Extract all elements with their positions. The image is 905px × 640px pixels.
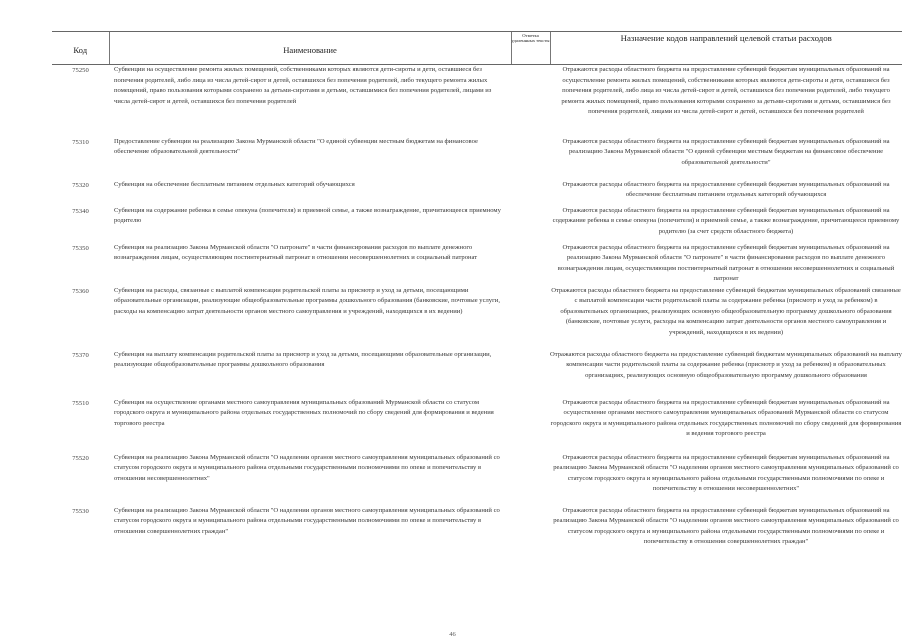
table-row — [52, 65, 902, 137]
row-purpose: Отражаются расходы областного бюджета на предоставление субвенций бюджетам муниципальных образований на осуществление ремонта жилых помещений, собственниками которых являются дети-сироты и дети, оставшиеся без попечения родителей, либо лица из числа детей-сирот и детей, оставшихся без попечения родителей, либо текущего ремонта жилых помещений, право пользования которыми сохранено за детьми-сиротами и детьми, оставшимися без попечения родителей, лицами из числа детей-сирот и детей, оставшихся без попечения родителей — [561, 66, 891, 116]
header-mark: Отметка удаленнных тексты — [511, 32, 550, 65]
row-name: Субвенция на осуществление органами местного самоуправления муниципальных образований Мурманской области со статусом городского округа и муниципального района отдельных государственных полномочий по сбору сведений для формирования и ведения торгового реестра — [114, 398, 494, 427]
row-mark — [511, 180, 550, 206]
header-name: Наименование — [109, 32, 511, 65]
row-code: 75510 — [72, 399, 89, 407]
table-row — [52, 206, 902, 243]
row-purpose: Отражаются расходы областного бюджета на предоставление субвенций бюджетам муниципальных образований на реализацию Закона Мурманской области "О наделении органов местного самоуправления муниципальных образований со статусом городского округа и муниципального района отдельными государственными полномочиями по опеке и попечительству в отношении несовершеннолетних" — [553, 453, 899, 493]
row-purpose: Отражаются расходы областного бюджета на предоставление субвенций бюджетам муниципальных образований на реализацию Закона Мурманской области "О патронате" в части финансирования расходов по выплате денежного вознаграждения лицам, осуществляющим постинтернатный патронат в отношении несовершеннолетних и социальный патронат — [557, 243, 895, 283]
row-code: 75530 — [72, 507, 89, 515]
table-row — [52, 350, 902, 398]
row-mark — [511, 398, 550, 453]
row-name: Субвенция на реализацию Закона Мурманской области "О наделении органов местного самоуправления муниципальных образований со статусом городского округа и муниципального района отдельными государственными полномочиями по опеке и попечительству в отношении совершеннолетних граждан" — [114, 506, 500, 535]
row-code: 75370 — [72, 351, 89, 359]
row-code: 75520 — [72, 454, 89, 462]
row-mark — [511, 206, 550, 243]
row-purpose: Отражаются расходы областного бюджета на предоставление субвенций бюджетам муниципальных образований на выплату компенсации части родительской платы за содержание ребенка (присмотр и уход за ребенком) в образовательных организациях, реализующих основную общеобразовательную программу дошкольного образования — [550, 350, 902, 379]
row-mark — [511, 506, 550, 562]
table-row — [52, 453, 902, 506]
row-name: Субвенции на осуществление ремонта жилых помещений, собственниками которых являются дети-сироты и дети, оставшиеся без попечения родителей, либо лица из числа детей-сирот и детей, оставшихся без попечения родителей, либо текущего ремонта жилых помещений, право пользования которыми сохранено за детьми-сиротами и детьми, оставшимися без попечения родителей, лицами из числа детей-сирот и детей, оставшихся без попечения родителей — [114, 66, 492, 105]
row-name: Субвенция на обеспечение бесплатным питанием отдельных категорий обучающихся — [114, 180, 355, 188]
row-name: Субвенция на реализацию Закона Мурманской области "О наделении органов местного самоуправления муниципальных образований со статусом городского округа и муниципального района отдельными государственными полномочиями по опеке и попечительству в отношении несовершеннолетних" — [114, 453, 500, 482]
header-code: Код — [52, 32, 109, 65]
row-name: Предоставление субвенции на реализацию Закона Мурманской области "О единой субвенции местным бюджетам на финансовое обеспечение образовательной деятельности" — [114, 137, 478, 156]
row-name: Субвенция на реализацию Закона Мурманской области "О патронате" в части финансирования расходов по выплате денежного вознаграждения лицам, осуществляющим постинтернатный патронат в отношении несовершеннолетних и социальный патронат — [114, 243, 478, 262]
page-number: 46 — [449, 631, 456, 638]
row-purpose: Отражаются расходы областного бюджета на предоставление субвенций бюджетам муниципальных образований на реализацию Закона Мурманской области "О наделении органов местного самоуправления муниципальных образований со статусом городского округа и муниципального района отдельными государственными полномочиями по опеке и попечительству в отношении совершеннолетних граждан" — [553, 506, 899, 546]
row-purpose: Отражаются расходы областного бюджета на предоставление субвенций бюджетам муниципальных образований на содержание ребенка в семье опекуна (попечителя) и приемной семье, а также вознаграждение, причитающееся приемному родителю (за счет средств областного бюджета) — [552, 206, 900, 235]
row-purpose: Отражаются расходы областного бюджета на предоставление субвенций бюджетам муниципальных образований на реализацию Закона Мурманской области "О единой субвенции местным бюджетам на финансовое обеспечение образовательной деятельности" — [562, 137, 890, 166]
table-body — [52, 65, 902, 562]
row-mark — [511, 65, 550, 137]
row-mark — [511, 350, 550, 398]
table-row — [52, 398, 902, 453]
row-code: 75340 — [72, 207, 89, 215]
row-purpose: Отражаются расходы областного бюджета на предоставление субвенций бюджетам муниципальных образований на осуществление органами местного самоуправления муниципальных образований Мурманской области со статусом городского округа и муниципального района отдельных государственных полномочий по сбору сведений для формирования и ведения торгового реестра — [550, 398, 902, 438]
row-name: Субвенция на выплату компенсации родительской платы за присмотр и уход за детьми, посещающими образовательные организации, реализующие общеобразовательные программы дошкольного образования — [114, 350, 492, 369]
row-purpose: Отражаются расходы областного бюджета на предоставление субвенций бюджетам муниципальных образований связанные с выплатой компенсации части родительской платы за содержание ребенка (присмотр и уход за ребенком) в образовательных организациях, реализующих основную общеобразовательную программу дошкольного образования (банковские, почтовые услуги, расходы на компенсацию затрат деятельности органов местного самоуправления и учреждений, находящихся в их ведении) — [551, 286, 901, 336]
table-row — [52, 506, 902, 562]
row-mark — [511, 243, 550, 286]
row-code: 75320 — [72, 181, 89, 189]
row-name: Субвенция на расходы, связанные с выплатой компенсации родительской платы за присмотр и уход за детьми, посещающими образовательные организации, реализующие общеобразовательные программы дошкольного образования (банковские, почтовые услуги, расходы на компенсацию затрат деятельности органов местного самоуправления и учреждений, находящихся в их ведении) — [114, 286, 500, 315]
table-header-row — [52, 32, 902, 65]
table-row — [52, 286, 902, 350]
table-row — [52, 243, 902, 286]
row-mark — [511, 286, 550, 350]
row-mark — [511, 453, 550, 506]
row-mark — [511, 137, 550, 180]
row-code: 75250 — [72, 67, 89, 74]
row-name: Субвенция на содержание ребенка в семье опекуна (попечителя) и приемной семье, а также вознаграждение, причитающееся приемному родителю — [114, 206, 501, 225]
table-row — [52, 180, 902, 206]
row-code: 75360 — [72, 287, 89, 295]
header-purpose: Назначение кодов направлений целевой статьи расходов — [550, 32, 902, 65]
row-purpose: Отражаются расходы областного бюджета на предоставление субвенций бюджетам муниципальных образований на обеспечение бесплатным питанием отдельных категорий обучающихся — [562, 180, 890, 199]
budget-codes-table — [52, 31, 902, 562]
row-code: 75350 — [72, 244, 89, 252]
table-row — [52, 137, 902, 180]
row-code: 75310 — [72, 138, 89, 146]
